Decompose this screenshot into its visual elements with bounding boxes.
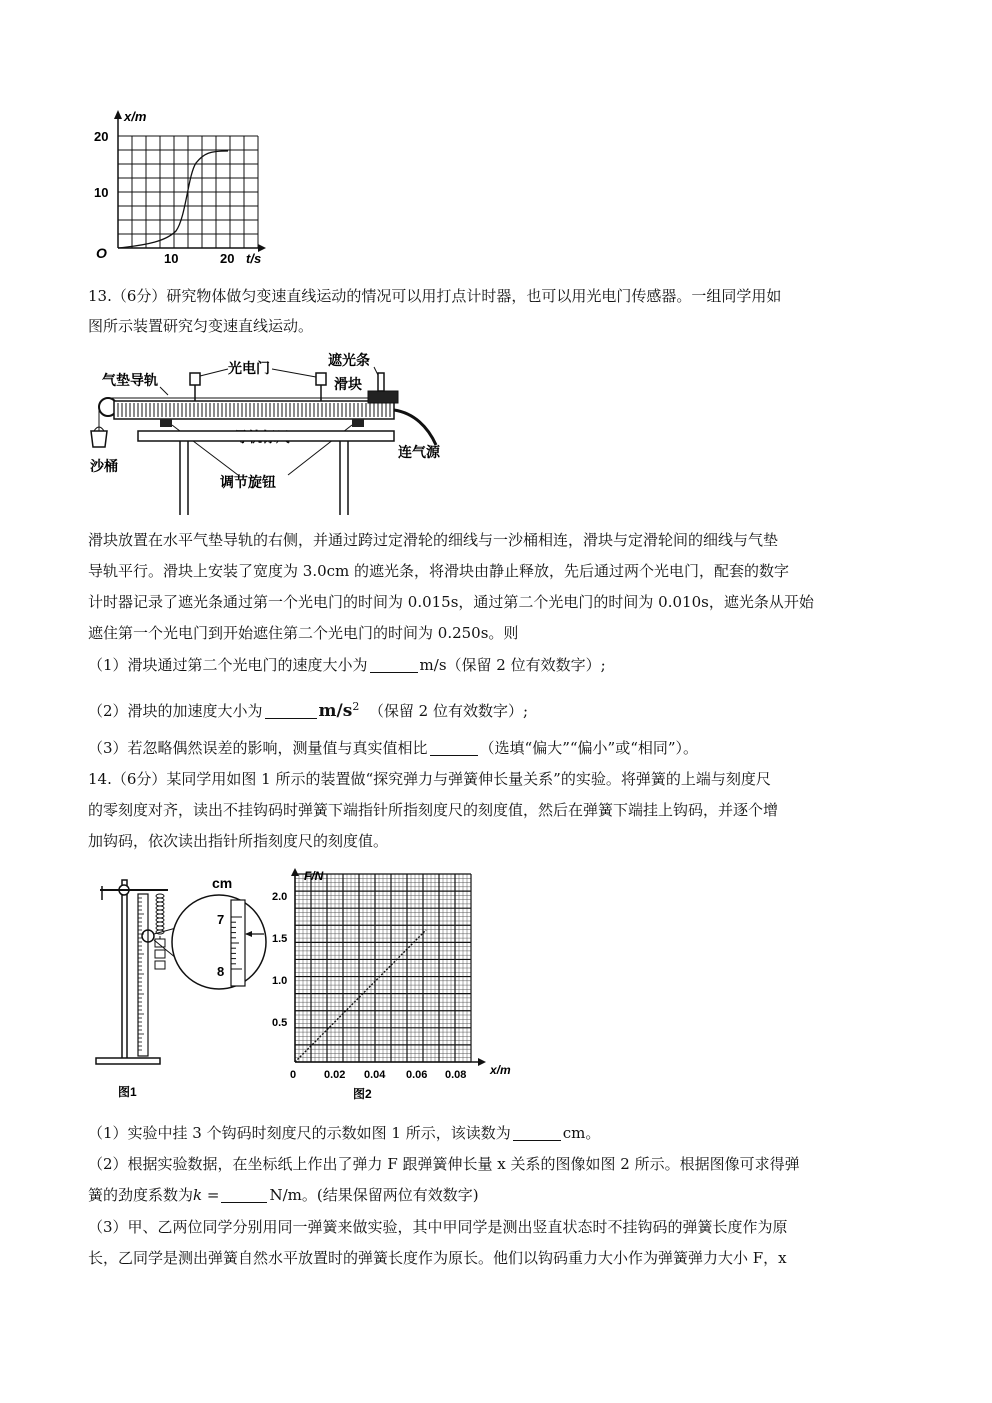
q13-sub2-exp: 2 xyxy=(352,700,360,713)
fig1-unit: cm xyxy=(212,875,233,891)
q14-sub2-line2 xyxy=(88,1180,908,1210)
xt-graph xyxy=(88,105,278,270)
q13-sub1-blank[interactable] xyxy=(370,656,418,673)
q13-sub3 xyxy=(88,733,908,763)
q13-sub3-post: （选填“偏大”“偏小”或“相同”）。 xyxy=(479,739,699,757)
q13-desc-4: 遮住第一个光电门到开始遮住第二个光电门的时间为 0.250s。则 xyxy=(88,624,519,642)
q14-line2: 的零刻度对齐，读出不挂钩码时弹簧下端指针所指刻度尺的刻度值，然后在弹簧下端挂上钩码，并逐个增 xyxy=(88,801,779,819)
q14-line1: 14.（6分）某同学用如图 1 所示的装置做“探究弹力与弹簧伸长量关系”的实验。将弹簧的上端与刻度尺 xyxy=(88,770,771,788)
fig1-caption: 图1 xyxy=(118,1085,137,1099)
air-track-apparatus xyxy=(88,347,458,517)
xt-origin: O xyxy=(96,245,107,261)
fx-line xyxy=(295,930,426,1062)
xt-ytick-10: 10 xyxy=(94,185,109,200)
xt-curve xyxy=(118,151,228,248)
q14-sub2-line1: （2）根据实验数据，在坐标纸上作出了弹力 F 跟弹簧伸长量 x 关系的图像如图 2 所示。根据图像可求得弹 xyxy=(88,1155,800,1173)
q14-sub2-pre: 簧的劲度系数为 xyxy=(88,1186,194,1204)
xt-ylabel: x/m xyxy=(124,109,147,124)
q14-sub1-pre: （1）实验中挂 3 个钩码时刻度尺的示数如图 1 所示，该读数为 xyxy=(88,1124,511,1142)
q13-sub2-post: （保留 2 位有效数字）; xyxy=(368,702,529,720)
q13-sub1 xyxy=(88,650,908,680)
q13-desc-2: 导轨平行。滑块上安装了宽度为 3.0cm 的遮光条，将滑块由静止释放，先后通过两个光电门，配套的数字 xyxy=(88,562,790,580)
q13-sub1-post: m/s（保留 2 位有效数字）; xyxy=(419,656,606,674)
q13-sub2 xyxy=(88,692,908,726)
q13-sub1-pre: （1）滑块通过第二个光电门的速度大小为 xyxy=(88,656,368,674)
q14-sub1-post: cm。 xyxy=(562,1124,601,1142)
fx-xtick-0.04: 0.04 xyxy=(364,1069,386,1081)
label-slider: 滑块 xyxy=(334,376,362,392)
q14-sub3-line1: （3）甲、乙两位同学分别用同一弹簧来做实验，其中甲同学是测出竖直状态时不挂钩码的弹簧长度作为原 xyxy=(88,1218,788,1236)
q14-sub2-post: N/m。(结果保留两位有效数字) xyxy=(269,1186,479,1204)
fx-ytick-2.0: 2.0 xyxy=(272,891,288,903)
q14-line3: 加钩码，依次读出指针所指刻度尺的刻度值。 xyxy=(88,832,389,850)
fx-graph-fig2 xyxy=(268,862,518,1107)
label-sand-bucket: 沙桶 xyxy=(90,458,118,474)
q13-sub2-pre: （2）滑块的加速度大小为 xyxy=(88,702,263,720)
fx-ytick-0.5: 0.5 xyxy=(272,1017,288,1029)
fx-xtick-0.02: 0.02 xyxy=(324,1069,346,1081)
q13-sub3-pre: （3）若忽略偶然误差的影响，测量值与真实值相比 xyxy=(88,739,428,757)
fx-xtick-0.06: 0.06 xyxy=(406,1069,428,1081)
q13-line1: 13.（6分）研究物体做匀变速直线运动的情况可以用打点计时器，也可以用光电门传感器。一组同学用如 xyxy=(88,287,782,305)
fx-ylabel: F/N xyxy=(304,869,324,883)
q14-sub1-blank[interactable] xyxy=(513,1124,561,1141)
q13-desc-3: 计时器记录了遮光条通过第一个光电门的时间为 0.015s，通过第二个光电门的时间为 0.010s，遮光条从开始 xyxy=(88,593,814,611)
xt-xlabel: t/s xyxy=(246,251,262,266)
fx-ytick-1.0: 1.0 xyxy=(272,975,288,987)
xt-xtick-20: 20 xyxy=(220,251,235,266)
q13-sub2-unit: m/s xyxy=(318,701,353,721)
q14-sub1 xyxy=(88,1118,908,1148)
q13-desc-1: 滑块放置在水平气垫导轨的右侧，并通过跨过定滑轮的细线与一沙桶相连，滑块与定滑轮间的细线与气垫 xyxy=(88,531,779,549)
q13-line2: 图所示装置研究匀变速直线运动。 xyxy=(88,317,314,335)
q13-sub3-blank[interactable] xyxy=(430,739,478,756)
label-air-track: 气垫导轨 xyxy=(102,372,158,388)
fig2-caption: 图2 xyxy=(353,1087,372,1101)
fig1-tick-7: 7 xyxy=(217,912,225,927)
fx-ytick-1.5: 1.5 xyxy=(272,933,288,945)
label-knob: 调节旋钮 xyxy=(220,474,276,490)
fx-xlabel: x/m xyxy=(490,1063,511,1077)
xt-ytick-20: 20 xyxy=(94,129,109,144)
label-air-source: 连气源 xyxy=(398,444,440,460)
label-shading-strip: 遮光条 xyxy=(328,352,370,368)
xt-xtick-10: 10 xyxy=(164,251,179,266)
q13-sub2-blank[interactable] xyxy=(265,702,317,719)
q14-sub3-line2: 长，乙同学是测出弹簧自然水平放置时的弹簧长度作为原长。他们以钩码重力大小作为弹簧弹力大小 F，x xyxy=(88,1249,787,1267)
label-photogate: 光电门 xyxy=(228,360,270,376)
q14-sub2-blank[interactable] xyxy=(221,1186,267,1203)
fx-xtick-0: 0 xyxy=(290,1069,297,1081)
fx-xtick-0.08: 0.08 xyxy=(445,1069,467,1081)
fig1-tick-8: 8 xyxy=(217,964,225,979)
q14-sub2-k: k = xyxy=(193,1186,220,1204)
spring-apparatus-fig1 xyxy=(88,872,273,1102)
